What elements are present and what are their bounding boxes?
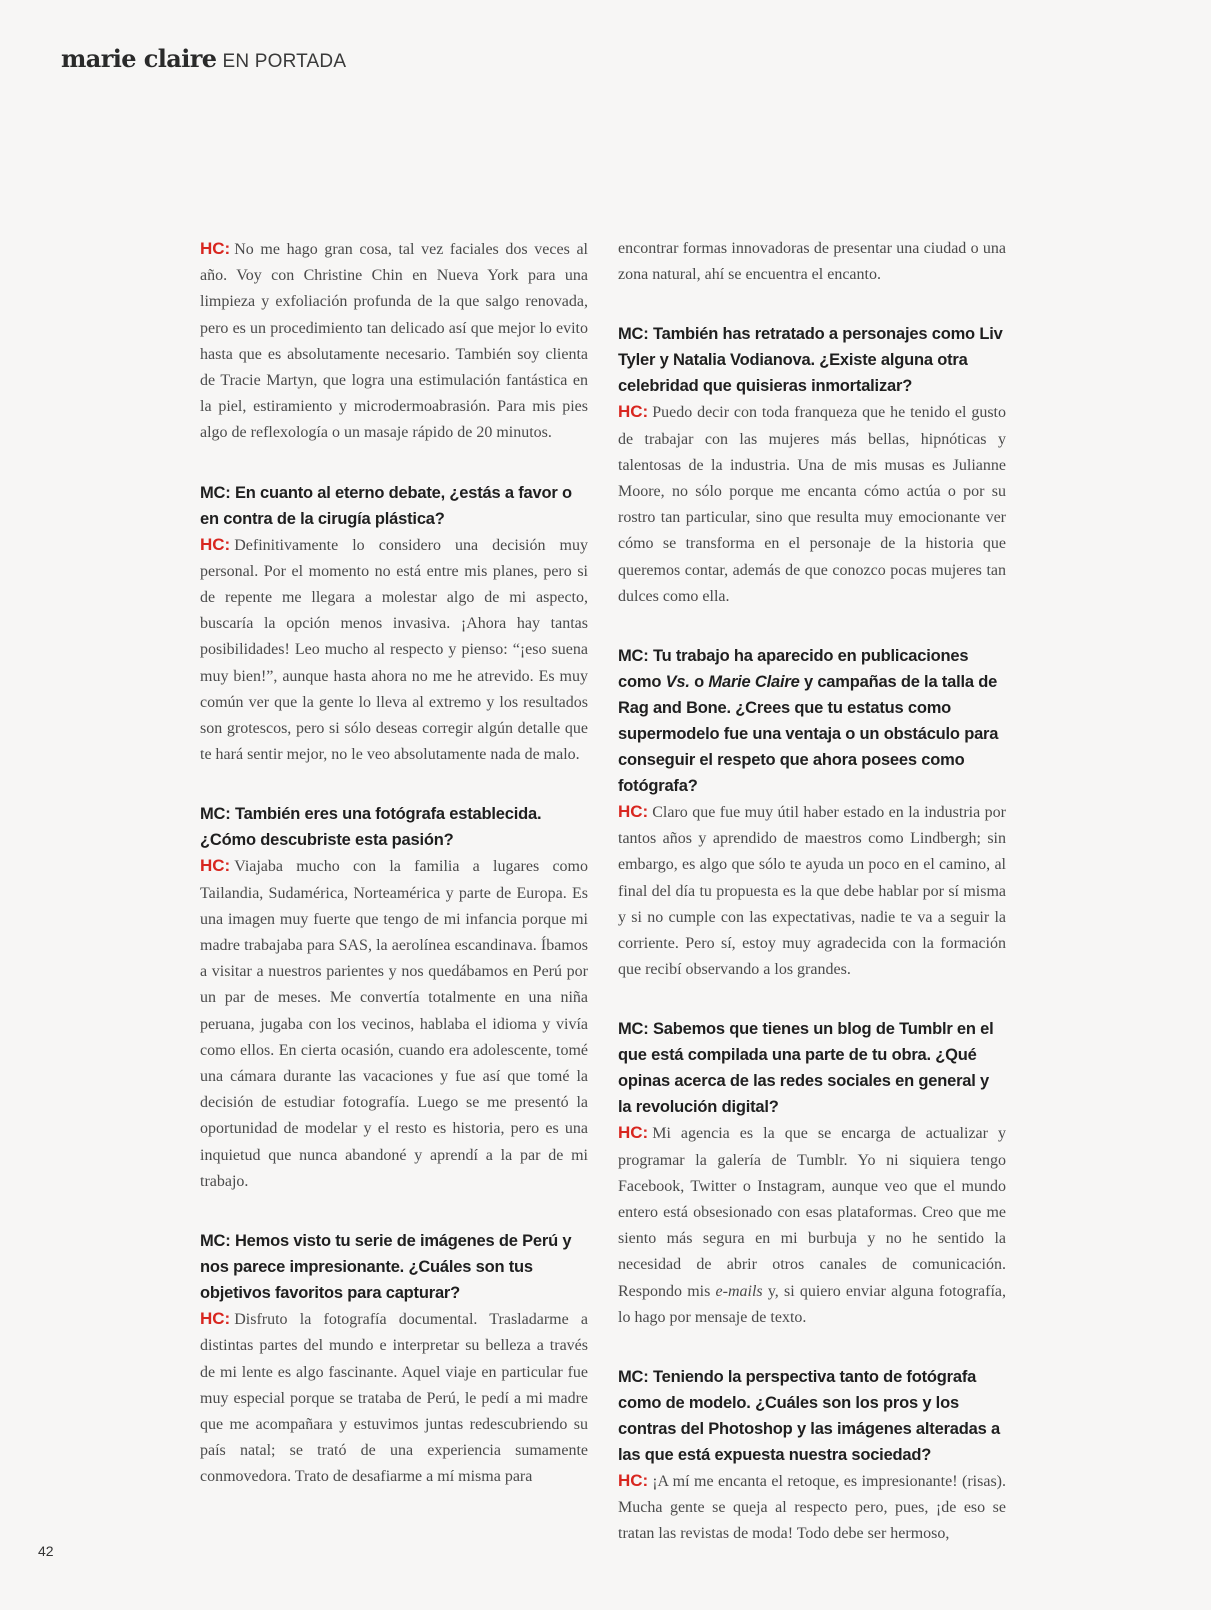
answer-text: No me hago gran cosa, tal vez faciales dos veces al año. Voy con Christine Chin en Nueva York para una limpieza y exfoliación profunda de la que salgo renovada, pero es un procedimiento tan delicado así que mejor lo evito hasta que es absolutamente necesario. También soy clienta de Tracie Martyn, que logra una estimulación fantástica en la piel, estiramiento y microdermoabrasión. Para mis pies algo de reflexología o un masaje rápido de 20 minutos. [200,241,588,442]
answer-text: Mi agencia es la que se encarga de actualizar y programar la galería de Tumblr. Yo ni siquiera tengo Facebook, Twitter o Instagram, aunque veo que el mundo entero está obsesionado con esas plataformas. Creo que me siento más segura en mi burbuja y no he sentido la necesidad de abrir otros canales de comunicación. Respondo mis [618,1125,1006,1300]
qa-block [200,801,588,1195]
question-text: MC: Tu trabajo ha aparecido en publicaciones como [618,647,969,692]
answer [200,1306,588,1490]
speaker-label: HC: [618,402,649,422]
brand-logo: marie claire [61,44,217,73]
answer-text: y, si quiero enviar alguna fotografía, lo hago por mensaje de texto. [618,1282,1006,1326]
speaker-label: HC: [200,534,231,554]
question: MC: También eres una fotógrafa establecida. ¿Cómo descubriste esta pasión? [200,805,542,850]
speaker-label: HC: [200,239,231,258]
answer-text: ¡A mí me encanta el retoque, es impresionante! (risas). Mucha gente se queja al respecto pero, pues, ¡de eso se tratan las revistas de moda! Todo debe ser hermoso, [618,1473,1006,1543]
answer [618,799,1006,983]
right-column [618,236,1006,1548]
question: MC: Hemos visto tu serie de imágenes de Perú y nos parece impresionante. ¿Cuáles son tus objetivos favoritos para capturar? [200,1232,572,1303]
qa-block [618,321,1006,610]
question: MC: Teniendo la perspectiva tanto de fotógrafa como de modelo. ¿Cuáles son los pros y los contras del Photoshop y las imágenes alteradas a las que está expuesta nuestra sociedad? [618,1368,1000,1465]
qa-block [200,480,588,769]
qa-block [618,643,1006,983]
question: MC: Sabemos que tienes un blog de Tumblr en el que está compilada una parte de tu obra. ¿Qué opinas acerca de las redes sociales en general y la revolución digital? [618,1020,994,1117]
answer [200,236,588,447]
answer [618,1120,1006,1331]
publication-name: Vs. [665,673,690,692]
answer-text: Puedo decir con toda franqueza que he tenido el gusto de trabajar con las mujeres más bellas, hipnóticas y talentosas de la industria. Una de mis musas es Julianne Moore, no sólo porque me encanta cómo actúa o por su rostro tan particular, sino que resulta muy emocionante ver cómo se transforma en el personaje de la historia que queremos contar, además de que conozco pocas mujeres tan dulces como ella. [618,404,1006,605]
speaker-label: HC: [618,802,649,822]
answer [200,532,588,769]
answer [618,399,1006,610]
question [618,643,1006,799]
page-number: 42 [38,1543,54,1559]
speaker-label: HC: [618,1471,649,1491]
emphasized-term: e-mails [715,1282,763,1300]
speaker-label: HC: [200,1309,231,1329]
left-column [200,236,588,1491]
question: MC: En cuanto al eterno debate, ¿estás a favor o en contra de la cirugía plástica? [200,483,572,528]
qa-block [200,1228,588,1490]
question: MC: También has retratado a personajes como Liv Tyler y Natalia Vodianova. ¿Existe alguna otra celebridad que quisieras inmortalizar? [618,325,1003,396]
answer-text: Disfruto la fotografía documental. Trasladarme a distintas partes del mundo e interpretar su belleza a través de mi lente es algo fascinante. Aquel viaje en particular fue muy especial porque se trataba de Perú, le pedí a mi madre que me acompañara y estuvimos juntas redescubriendo su país natal; se trató de una experiencia sumamente conmovedora. Trato de desafiarme a mí misma para [200,1311,588,1486]
answer [618,1468,1006,1548]
question-text: o [689,673,709,692]
answer-text: Definitivamente lo considero una decisión muy personal. Por el momento no está entre mis planes, pero si de repente me llegara a molestar algo de mi aspecto, buscaría la opción menos invasiva. ¡Ahora hay tantas posibilidades! Leo mucho al respecto y pienso: “¡eso suena muy bien!”, aunque hasta ahora no me he atrevido. Es muy común ver que la gente lo lleva al extremo y los resultados son grotescos, pero si sólo deseas corregir algún detalle que te hará sentir mejor, no le veo absolutamente nada de malo. [200,536,588,764]
continued-paragraph [618,236,1006,288]
speaker-label: HC: [618,1123,649,1143]
masthead [61,44,346,73]
speaker-label: HC: [200,856,231,876]
qa-block [618,1364,1006,1548]
question-text: y campañas de la talla de Rag and Bone. ¿Crees que tu estatus como supermodelo fue una ventaja o un obstáculo para conseguir el respeto que ahora posees como fotógrafa? [618,673,999,796]
qa-block [200,236,588,447]
answer [200,853,588,1195]
answer-text: Claro que fue muy útil haber estado en la industria por tantos años y aprendido de maestros como Lindbergh; sin embargo, es algo que sólo te ayuda un poco en el camino, al final del día tu propuesta es la que debe hablar por sí misma y si no cumple con las expectativas, nadie te va a seguir la corriente. Pero sí, estoy muy agradecida con la formación que recibí observando a los grandes. [618,804,1006,979]
section-label: EN PORTADA [222,51,347,72]
answer-text: Viajaba mucho con la familia a lugares como Tailandia, Sudamérica, Norteamérica y parte de Europa. Es una imagen muy fuerte que tengo de mi infancia porque mi madre trabajaba para SAS, la aerolínea escandinava. Íbamos a visitar a nuestros parientes y nos quedábamos en Perú por un par de meses. Me convertía totalmente en una niña peruana, jugaba con los vecinos, hablaba el idioma y vivía como ellos. En cierta ocasión, cuando era adolescente, tomé una cámara durante las vacaciones y fue así que tomé la decisión de estudiar fotografía. Luego se me presentó la oportunidad de modelar y el resto es historia, pero es una inquietud que nunca abandoné y aprendí a la par de mi trabajo. [200,858,588,1190]
qa-block [618,1016,1006,1331]
continued-text: encontrar formas innovadoras de presentar una ciudad o una zona natural, ahí se encuentra el encanto. [618,240,1006,284]
publication-name: Marie Claire [708,673,800,692]
